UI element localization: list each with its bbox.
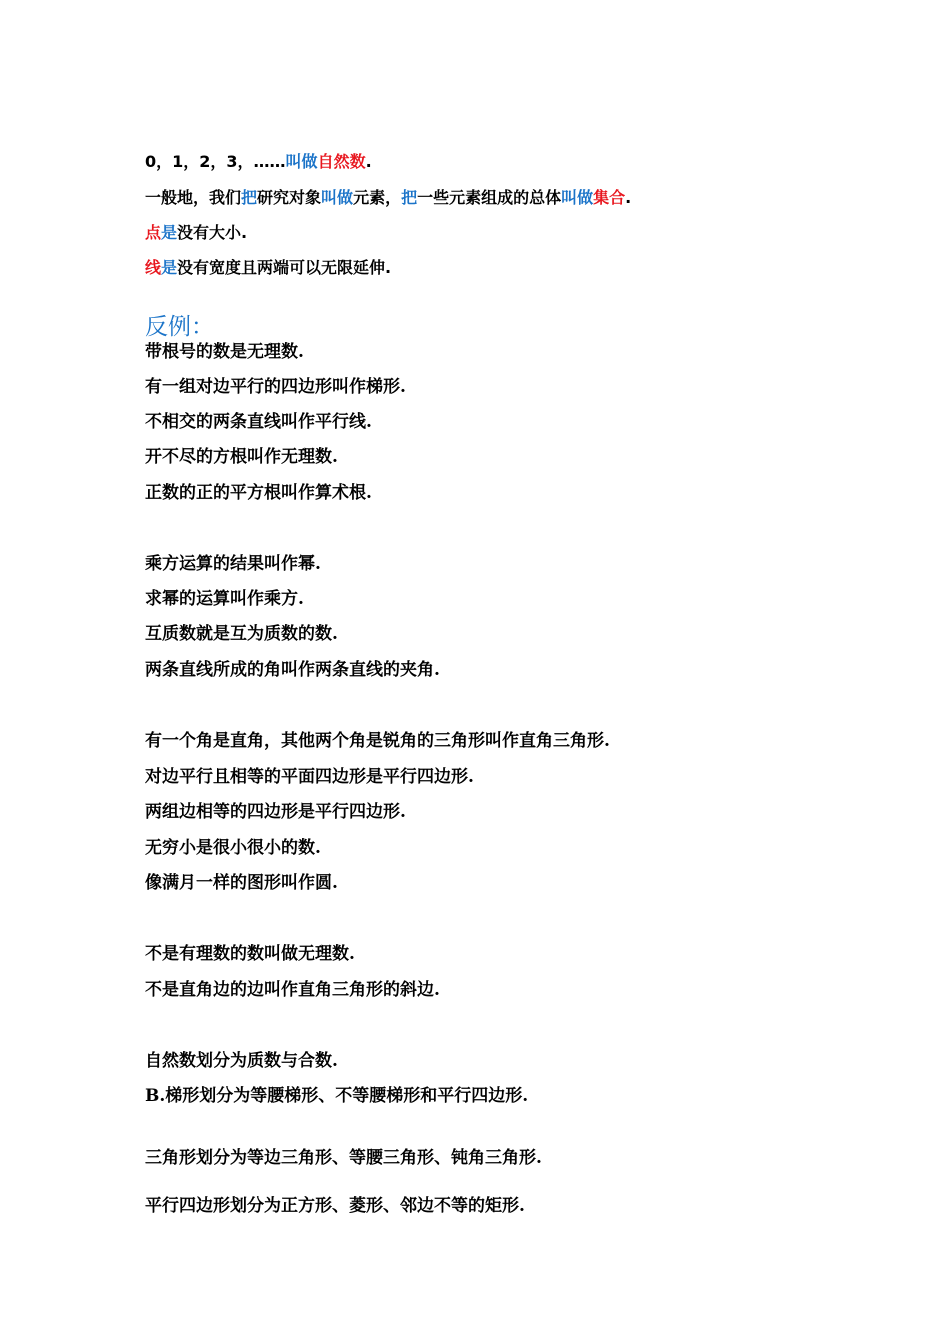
- example-line: 不相交的两条直线叫作平行线.: [145, 412, 372, 432]
- example-line: 无穷小是很小很小的数.: [145, 838, 321, 858]
- definition-point: [145, 221, 247, 245]
- definition-text: 没有大小.: [177, 223, 248, 242]
- example-line: 自然数划分为质数与合数.: [145, 1051, 338, 1071]
- example-line: 互质数就是互为质数的数.: [145, 624, 338, 644]
- term-red: 点: [145, 223, 162, 242]
- definition-text: 一些元素组成的总体: [417, 188, 562, 207]
- definition-text: 没有宽度且两端可以无限延伸.: [177, 258, 392, 277]
- definition-text: .: [625, 188, 632, 207]
- definition-text: 元素，: [353, 188, 402, 207]
- example-line: 不是直角边的边叫作直角三角形的斜边.: [145, 980, 440, 1000]
- keyword-blue: 叫做: [285, 152, 318, 171]
- definition-text: 0，1，2，3，……: [145, 152, 286, 171]
- term-red: 线: [145, 258, 162, 277]
- example-line: 三角形划分为等边三角形、等腰三角形、钝角三角形.: [145, 1148, 542, 1168]
- counterexamples-heading: 反例：: [145, 314, 214, 340]
- example-line: 有一个角是直角，其他两个角是锐角的三角形叫作直角三角形.: [145, 731, 610, 751]
- definition-text: 一般地，我们: [145, 188, 242, 207]
- keyword-blue: 叫做: [561, 188, 594, 207]
- example-line: 正数的正的平方根叫作算术根.: [145, 483, 372, 503]
- keyword-blue: 是: [161, 223, 178, 242]
- example-line: 求幂的运算叫作乘方.: [145, 589, 304, 609]
- example-line: 平行四边形划分为正方形、菱形、邻边不等的矩形.: [145, 1196, 525, 1216]
- definition-text: 研究对象: [257, 188, 322, 207]
- example-line: 不是有理数的数叫做无理数.: [145, 944, 355, 964]
- definition-text: .: [365, 152, 372, 171]
- example-line: 两组边相等的四边形是平行四边形.: [145, 802, 406, 822]
- definition-natural-numbers: [145, 150, 372, 174]
- definition-line: [145, 256, 391, 280]
- term-red: 自然数: [317, 152, 366, 171]
- keyword-blue: 把: [241, 188, 258, 207]
- example-line: 有一组对边平行的四边形叫作梯形.: [145, 377, 406, 397]
- example-line: 像满月一样的图形叫作圆.: [145, 873, 338, 893]
- keyword-blue: 把: [401, 188, 418, 207]
- example-line: 乘方运算的结果叫作幂.: [145, 554, 321, 574]
- example-line: 对边平行且相等的平面四边形是平行四边形.: [145, 767, 474, 787]
- keyword-blue: 是: [161, 258, 178, 277]
- keyword-blue: 叫做: [321, 188, 354, 207]
- example-line: 带根号的数是无理数.: [145, 342, 304, 362]
- example-line: 开不尽的方根叫作无理数.: [145, 447, 338, 467]
- example-line: B.梯形划分为等腰梯形、不等腰梯形和平行四边形.: [145, 1086, 529, 1106]
- definition-set: [145, 186, 631, 210]
- example-line: 两条直线所成的角叫作两条直线的夹角.: [145, 660, 440, 680]
- term-red: 集合: [593, 188, 626, 207]
